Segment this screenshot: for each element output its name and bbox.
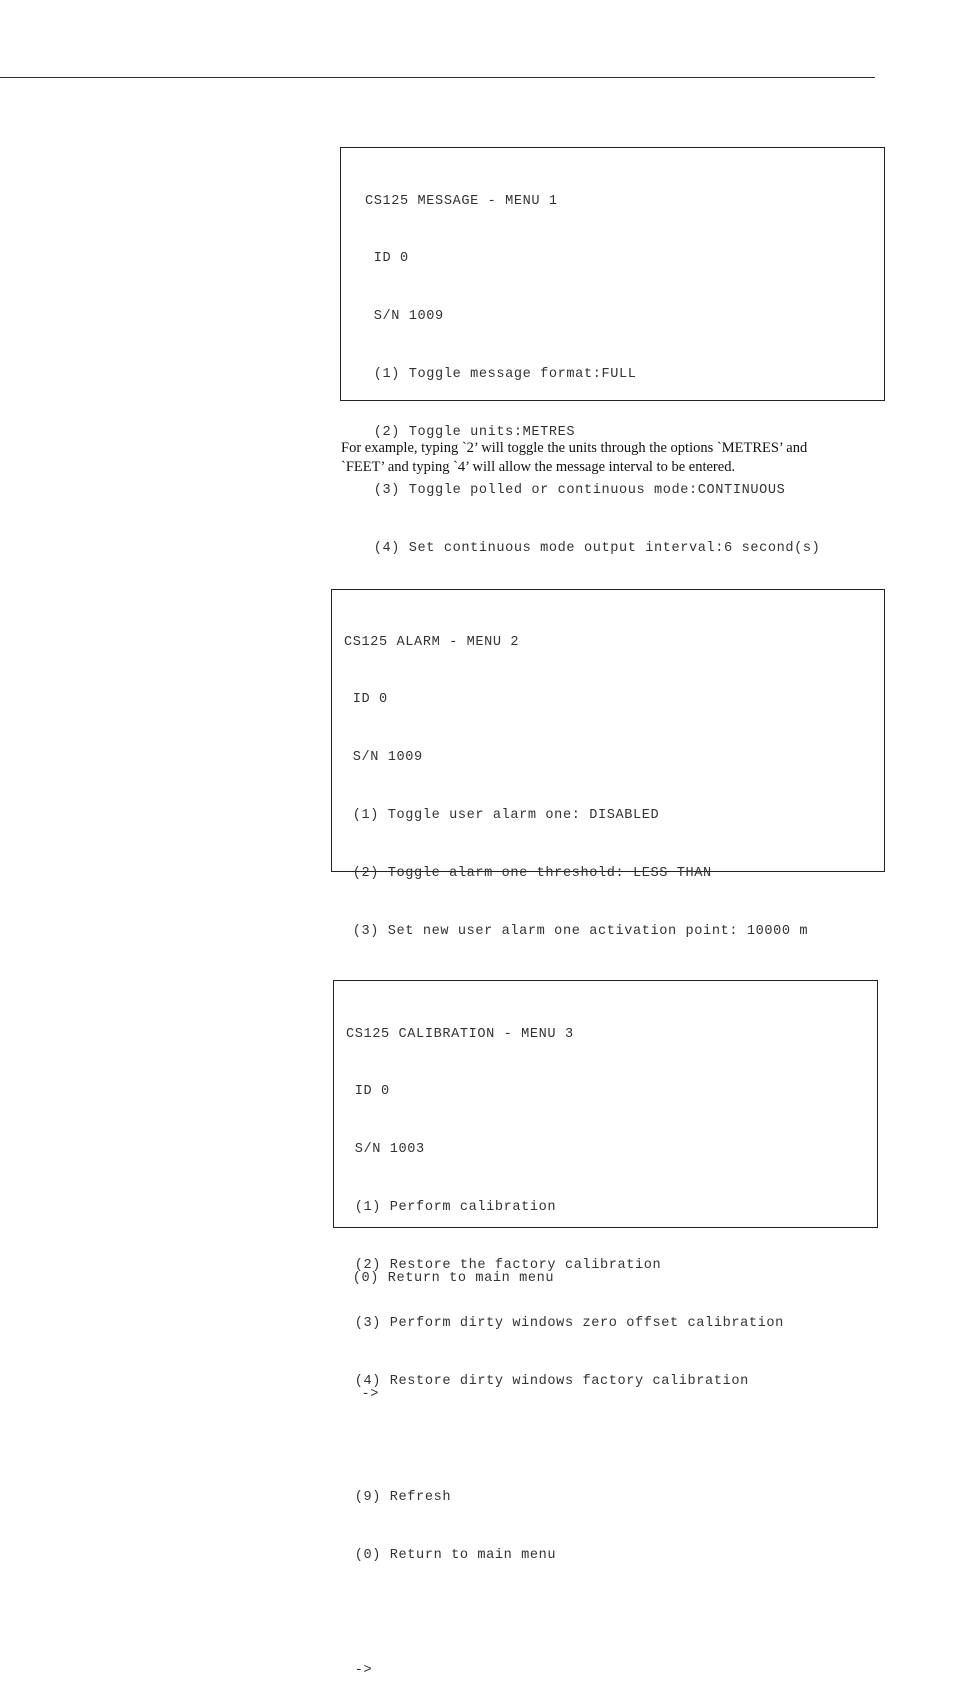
menu-option-3: (3) Toggle polled or continuous mode:CONTINUOUS	[365, 483, 786, 499]
menu-option-3: (3) Perform dirty windows zero offset calibration	[346, 1316, 784, 1332]
terminal-prompt: ->	[344, 1387, 380, 1403]
blank-line	[346, 1604, 877, 1623]
menu-option-4: (4) Set continuous mode output interval:6 second(s)	[365, 540, 821, 556]
explanation-paragraph	[341, 439, 881, 476]
menu-option-1: (1) Toggle message format:FULL	[365, 367, 637, 383]
menu-serial-number: S/N 1009	[344, 750, 423, 766]
menu-title: CS125 CALIBRATION - MENU 3	[346, 1026, 574, 1042]
header-rule	[0, 77, 875, 78]
menu-serial-number: S/N 1003	[346, 1142, 425, 1158]
menu-option-2: (2) Restore the factory calibration	[346, 1258, 662, 1274]
menu-option-1: (1) Toggle user alarm one: DISABLED	[344, 808, 660, 824]
menu-id: ID 0	[344, 692, 388, 708]
menu-id: ID 0	[346, 1084, 390, 1100]
menu-option-4: (4) Restore dirty windows factory calibration	[346, 1373, 749, 1389]
calibration-menu-terminal	[333, 980, 878, 1679]
menu-id: ID 0	[365, 251, 409, 267]
menu-option-refresh: (9) Refresh	[346, 1489, 452, 1505]
menu-option-2: (2) Toggle units:METRES	[365, 425, 576, 441]
blank-line	[346, 1430, 877, 1449]
menu-serial-number: S/N 1009	[365, 309, 444, 325]
terminal-prompt: ->	[346, 1663, 373, 1679]
paragraph-line-1: For example, typing `2’ will toggle the units through the options `METRES’ and	[341, 440, 808, 456]
menu-option-2: (2) Toggle alarm one threshold: LESS THAN	[344, 866, 712, 882]
menu-option-1: (1) Perform calibration	[346, 1200, 557, 1216]
menu-option-return: (0) Return to main menu	[346, 1547, 557, 1563]
paragraph-line-2: `FEET’ and typing `4’ will allow the message interval to be entered.	[341, 458, 736, 475]
menu-option-3: (3) Set new user alarm one activation point: 10000 m	[344, 924, 809, 940]
menu-title: CS125 ALARM - MENU 2	[344, 634, 520, 650]
menu-option-return: (0) Return to main menu	[344, 1271, 555, 1287]
menu-title: CS125 MESSAGE - MENU 1	[365, 193, 558, 209]
